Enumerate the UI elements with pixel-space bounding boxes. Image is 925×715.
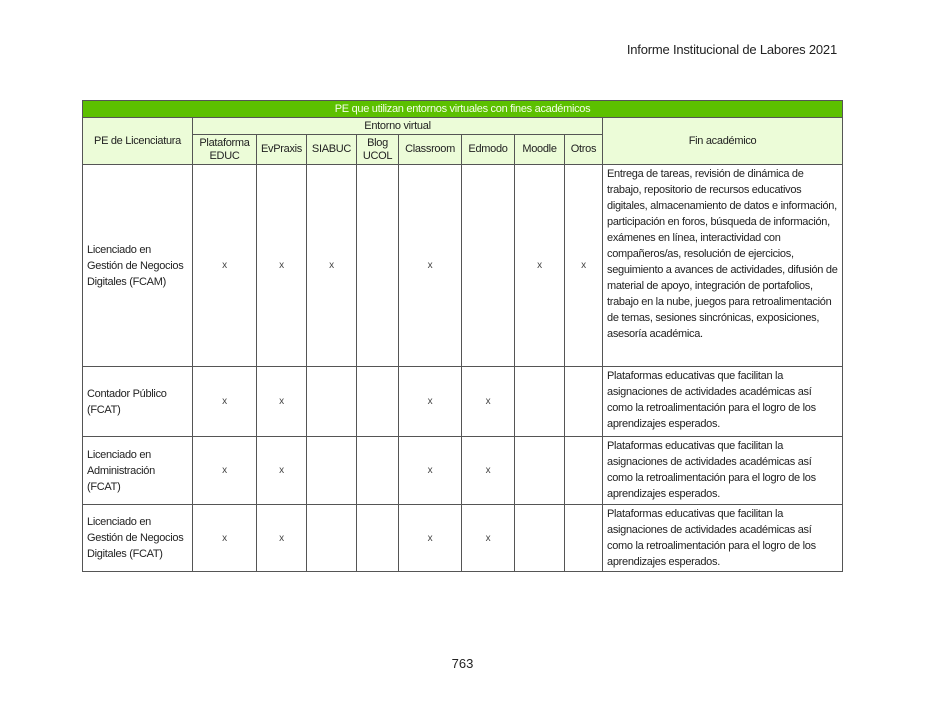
mark-cell (515, 437, 565, 505)
mark-cell (565, 505, 603, 572)
mark-cell (515, 367, 565, 437)
col-header-program: PE de Licenciatura (83, 118, 193, 165)
mark-cell: x (565, 165, 603, 367)
mark-cell: x (257, 367, 307, 437)
mark-cell (565, 367, 603, 437)
program-cell: Licenciado en Administración (FCAT) (83, 437, 193, 505)
virtual-environments-table (82, 100, 843, 572)
col-header-platform: Moodle (515, 135, 565, 165)
program-cell: Licenciado en Gestión de Negocios Digitales (FCAT) (83, 505, 193, 572)
col-header-platform: Otros (565, 135, 603, 165)
table-row (83, 437, 843, 505)
fin-cell: Plataformas educativas que facilitan la asignaciones de actividades académicas así como la retroalimentación para el logro de los aprendizajes esperados. (603, 437, 843, 505)
col-header-platform: SIABUC (307, 135, 357, 165)
mark-cell: x (257, 505, 307, 572)
mark-cell (357, 505, 399, 572)
table-row (83, 165, 843, 367)
mark-cell: x (399, 437, 462, 505)
mark-cell (307, 437, 357, 505)
running-header: Informe Institucional de Labores 2021 (626, 42, 837, 57)
col-header-platform: Edmodo (462, 135, 515, 165)
mark-cell: x (399, 165, 462, 367)
fin-cell: Entrega de tareas, revisión de dinámica de trabajo, repositorio de recursos educativos digitales, almacenamiento de datos e información, participación en foros, búsqueda de información, exámenes en línea, interactividad con compañeros/as, resolución de ejercicios, seguimiento a avances de actividades, difusión de material de apoyo, integración de portafolios, trabajo en la nube, juegos para retroalimentación de temas, sesiones sincrónicas, exposiciones, asesoría académica. (603, 165, 843, 367)
mark-cell (565, 437, 603, 505)
mark-cell: x (193, 165, 257, 367)
col-header-platform: Classroom (399, 135, 462, 165)
mark-cell: x (193, 505, 257, 572)
program-cell: Contador Público (FCAT) (83, 367, 193, 437)
col-header-platform: EvPraxis (257, 135, 307, 165)
mark-cell: x (515, 165, 565, 367)
mark-cell (357, 165, 399, 367)
page-number: 763 (451, 656, 474, 671)
mark-cell (357, 367, 399, 437)
table-row (83, 505, 843, 572)
col-group-header-entorno: Entorno virtual (193, 118, 603, 135)
mark-cell: x (462, 505, 515, 572)
fin-cell: Plataformas educativas que facilitan la asignaciones de actividades académicas así como la retroalimentación para el logro de los aprendizajes esperados. (603, 367, 843, 437)
mark-cell: x (462, 437, 515, 505)
fin-cell: Plataformas educativas que facilitan la asignaciones de actividades académicas así como la retroalimentación para el logro de los aprendizajes esperados. (603, 505, 843, 572)
mark-cell (357, 437, 399, 505)
mark-cell: x (399, 505, 462, 572)
mark-cell: x (193, 367, 257, 437)
mark-cell (307, 367, 357, 437)
mark-cell: x (399, 367, 462, 437)
mark-cell (515, 505, 565, 572)
mark-cell (307, 505, 357, 572)
table-title: PE que utilizan entornos virtuales con fines académicos (83, 101, 843, 118)
table-row (83, 367, 843, 437)
program-cell: Licenciado en Gestión de Negocios Digitales (FCAM) (83, 165, 193, 367)
mark-cell (462, 165, 515, 367)
col-header-fin: Fin académico (603, 118, 843, 165)
col-header-platform: Blog UCOL (357, 135, 399, 165)
mark-cell: x (307, 165, 357, 367)
mark-cell: x (462, 367, 515, 437)
mark-cell: x (257, 165, 307, 367)
mark-cell: x (193, 437, 257, 505)
col-header-platform: Plataforma EDUC (193, 135, 257, 165)
mark-cell: x (257, 437, 307, 505)
